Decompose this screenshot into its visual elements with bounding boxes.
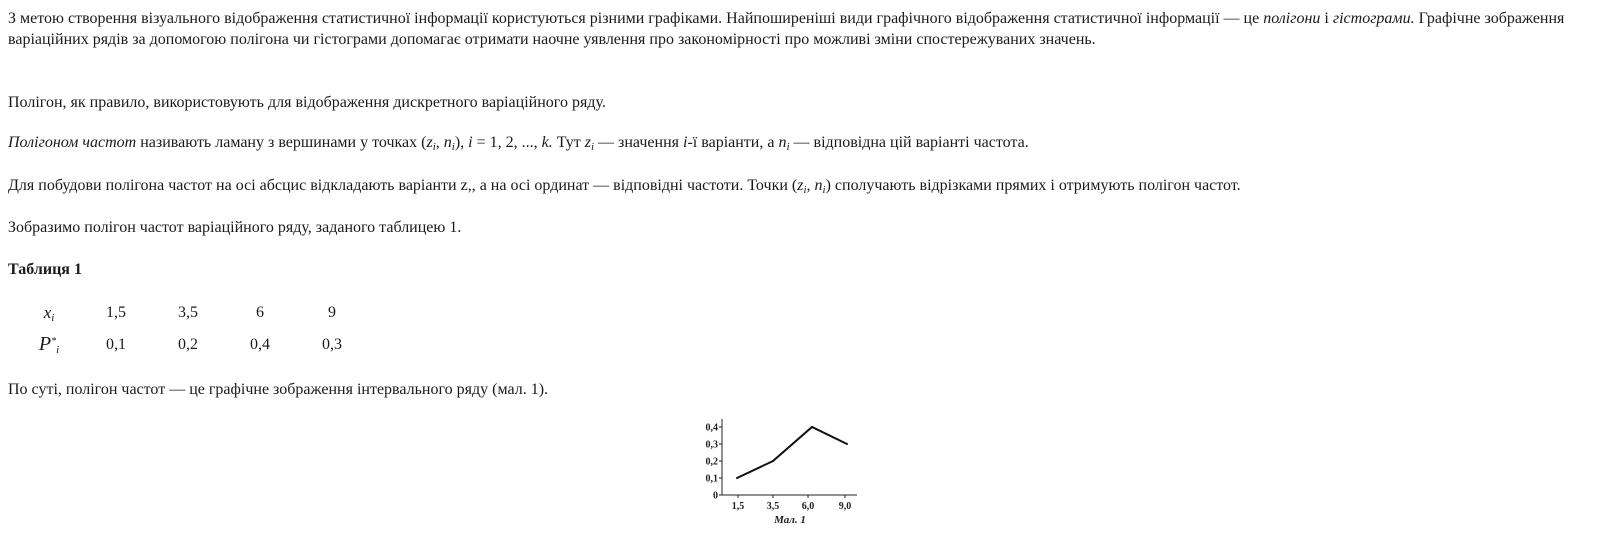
var-z: z — [797, 177, 804, 194]
y-tick-label: 0,1 — [705, 473, 718, 485]
comma: , — [435, 134, 444, 151]
paragraph-definition — [8, 132, 1029, 153]
table-cell: 0,4 — [250, 335, 270, 353]
var-n: n — [814, 177, 823, 194]
definition-text: -ї варіанти, а — [687, 134, 779, 151]
paragraph-polygon-use: Полігон, як правило, використовують для відображення дискретного варіаційного ряду. — [8, 94, 606, 111]
table-row-p — [18, 328, 368, 360]
y-tick-label: 0 — [713, 490, 718, 502]
label-x: x — [43, 302, 52, 322]
chart-caption: Мал. 1 — [774, 514, 806, 526]
index-i: i — [590, 141, 595, 153]
table-cell: 9 — [328, 303, 336, 321]
intro-conj: і — [1320, 10, 1333, 27]
series-line — [737, 427, 847, 478]
definition-text: = 1, 2, ..., — [472, 134, 542, 151]
index-i: i — [451, 141, 455, 153]
index-i: i — [786, 141, 790, 153]
var-z: z — [426, 134, 433, 151]
comma: , — [806, 177, 815, 194]
definition-text: Тут — [552, 134, 585, 151]
table-title: Таблиця 1 — [8, 261, 82, 278]
construction-text: ) сполучають відрізками прямих і отримують полігон частот. — [825, 177, 1241, 194]
var-i: i — [468, 134, 473, 151]
label-p: P — [38, 332, 52, 355]
var-k: k. — [541, 134, 553, 151]
var-n: n — [443, 134, 452, 151]
table-cell: 0,1 — [106, 335, 126, 353]
table-row-x — [18, 296, 368, 328]
definition-text: — значення — [594, 134, 684, 151]
table-cell: 6 — [256, 303, 264, 321]
index-i: i — [432, 141, 436, 153]
label-p-sub: i — [56, 343, 60, 356]
label-x-sub: i — [51, 311, 55, 324]
intro-rest: Графічне зображення варіаційних рядів за допомогою полігона чи гістограми допомагає отримати наочне уявлення про закономірності про можливі зміни спостережуваних значень. — [8, 10, 1565, 48]
definition-text: ), — [454, 134, 469, 151]
y-tick-label: 0,4 — [705, 422, 718, 434]
var-i: i — [683, 134, 688, 151]
y-tick-label: 0,3 — [705, 439, 718, 451]
row-label-p — [18, 328, 80, 360]
term-frequency-polygon: Полігоном частот — [8, 134, 137, 151]
data-point — [736, 477, 738, 479]
table-cell: 0,2 — [178, 335, 198, 353]
frequency-table — [18, 296, 368, 360]
term-histograms: гістограми. — [1332, 10, 1415, 27]
table-cell: 0,3 — [322, 335, 342, 353]
paragraph-summary: По суті, полігон частот — це графічне зображення інтервального ряду (мал. 1). — [8, 381, 549, 398]
table-cell: 1,5 — [106, 303, 126, 321]
var-z: z — [584, 134, 591, 151]
x-tick-label: 1,5 — [731, 501, 745, 512]
definition-text: називають ламану з вершинами у точках ( — [136, 134, 427, 151]
label-p-sup: * — [51, 335, 57, 347]
y-tick-label: 0,2 — [705, 456, 718, 468]
row-label-x — [18, 296, 80, 328]
var-n: n — [778, 134, 787, 151]
paragraph-example: Зобразимо полігон частот варіаційного ряду, заданого таблицею 1. — [8, 219, 462, 236]
term-polygons: полігони — [1263, 10, 1321, 27]
intro-text: З метою створення візуального відображення статистичної інформації користуються різними графіками. Найпоширеніші види графічного відображення статистичної інформації — це — [8, 10, 1264, 27]
definition-text: — відповідна цій варіанті частота. — [789, 134, 1029, 151]
index-i: i — [822, 184, 826, 196]
construction-text: Для побудови полігона частот на осі абсцис відкладають варіанти z,, а на осі ординат — відповідні частоти. Точки ( — [8, 177, 798, 194]
x-tick-label: 9,0 — [838, 501, 852, 512]
data-point — [811, 426, 813, 428]
x-tick-label: 6,0 — [801, 501, 815, 512]
data-point — [772, 460, 774, 462]
x-tick-label: 3,5 — [766, 501, 780, 512]
frequency-polygon-chart — [695, 411, 885, 536]
table-cell: 3,5 — [178, 303, 198, 321]
paragraph-intro — [8, 8, 1588, 50]
index-i: i — [803, 184, 807, 196]
paragraph-construction — [8, 175, 1241, 196]
data-point — [846, 443, 848, 445]
